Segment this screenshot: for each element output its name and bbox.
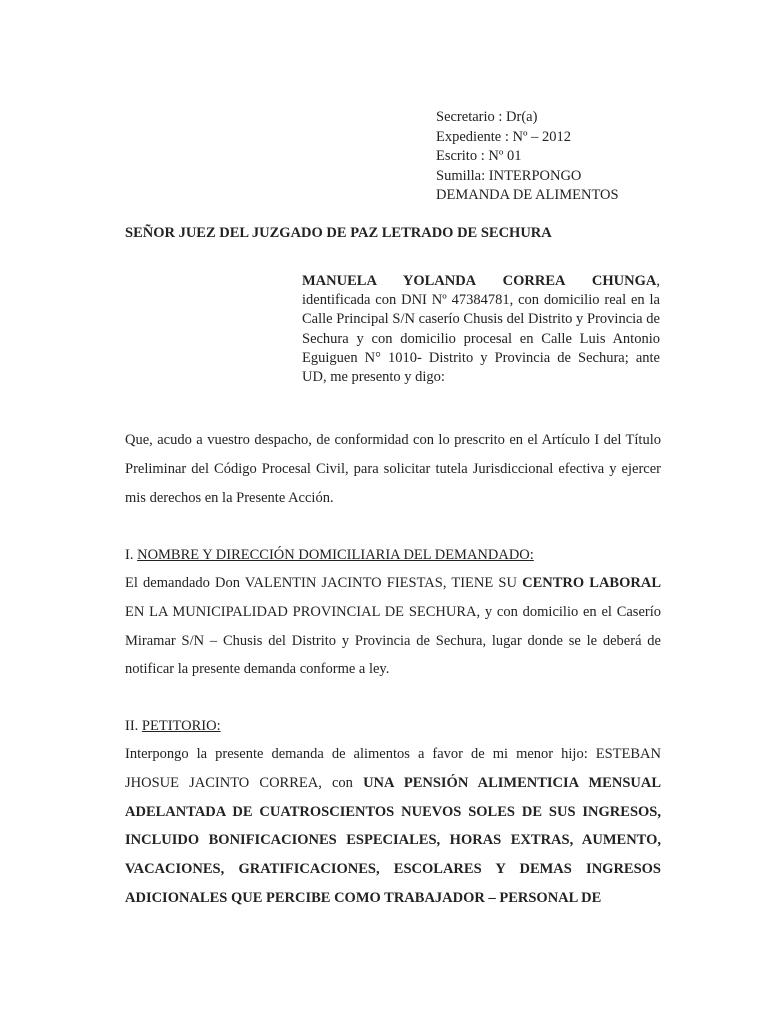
escrito-line: Escrito : Nº 01 <box>436 148 522 164</box>
section-1-text-bold: CENTRO LABORAL <box>522 575 661 591</box>
case-header <box>436 108 696 206</box>
section-1-text-b: EN LA MUNICIPALIDAD PROVINCIAL DE SECHURA, y con domicilio en el Caserío Miramar S/N – Chusis del Distrito y Provincia de Sechura, lugar donde se le deberá de notificar la presente demanda conforme a ley. <box>125 603 661 678</box>
section-2-text-a: Interpongo la presente demanda de alimentos a favor de mi menor hijo: ESTEBAN JHOSUE JACINTO CORREA, con <box>125 746 661 791</box>
expediente-line: Expediente : Nº – 2012 <box>436 128 571 145</box>
section-1-number: I. <box>125 547 138 563</box>
section-1-text-a: El demandado Don VALENTIN JACINTO FIESTAS, TIENE SU <box>125 575 523 591</box>
opening-paragraph: Que, acudo a vuestro despacho, de conformidad con lo prescrito en el Artículo I del Título Preliminar del Código Procesal Civil, para solicitar tutela Jurisdiccional efectiva y ejercer mis derechos en la Presente Acción. <box>125 432 661 506</box>
section-1-title: NOMBRE Y DIRECCIÓN DOMICILIARIA DEL DEMANDADO: <box>137 547 534 563</box>
section-2-number: II. <box>125 718 142 734</box>
section-2-heading <box>125 718 221 735</box>
section-2-body <box>125 740 661 913</box>
court-addressee: SEÑOR JUEZ DEL JUZGADO DE PAZ LETRADO DE SECHURA <box>125 225 552 241</box>
plaintiff-intro <box>302 272 660 387</box>
section-1-body <box>125 569 661 684</box>
plaintiff-name: MANUELA YOLANDA CORREA CHUNGA <box>302 273 657 289</box>
plaintiff-details: , identificada con DNI Nº 47384781, con domicilio real en la Calle Principal S/N caserío Chusis del Distrito y Provincia de Sechura y con domicilio procesal en Calle Luis Antonio Eguiguen N° 1010- Distrito y Provincia de Sechura; ante UD, me presento y digo: <box>302 273 660 386</box>
sumilla-line-1: Sumilla: INTERPONGO <box>436 167 582 184</box>
secretario-line: Secretario : Dr(a) <box>436 109 538 125</box>
sumilla-line-2: DEMANDA DE ALIMENTOS <box>436 187 619 203</box>
section-2-title: PETITORIO: <box>141 718 221 734</box>
section-2-text-bold: UNA PENSIÓN ALIMENTICIA MENSUAL ADELANTADA DE CUATROSCIENTOS NUEVOS SOLES DE SUS INGRESOS, INCLUIDO BONIFICACIONES ESPECIALES, HORAS EXTRAS, AUMENTO, VACACIONES, GRATIFICACIONES, ESCOLARES Y DEMAS INGRESOS ADICIONALES QUE PERCIBE COMO TRABAJADOR – PERSONAL DE <box>125 774 661 906</box>
section-1-heading <box>125 547 534 564</box>
